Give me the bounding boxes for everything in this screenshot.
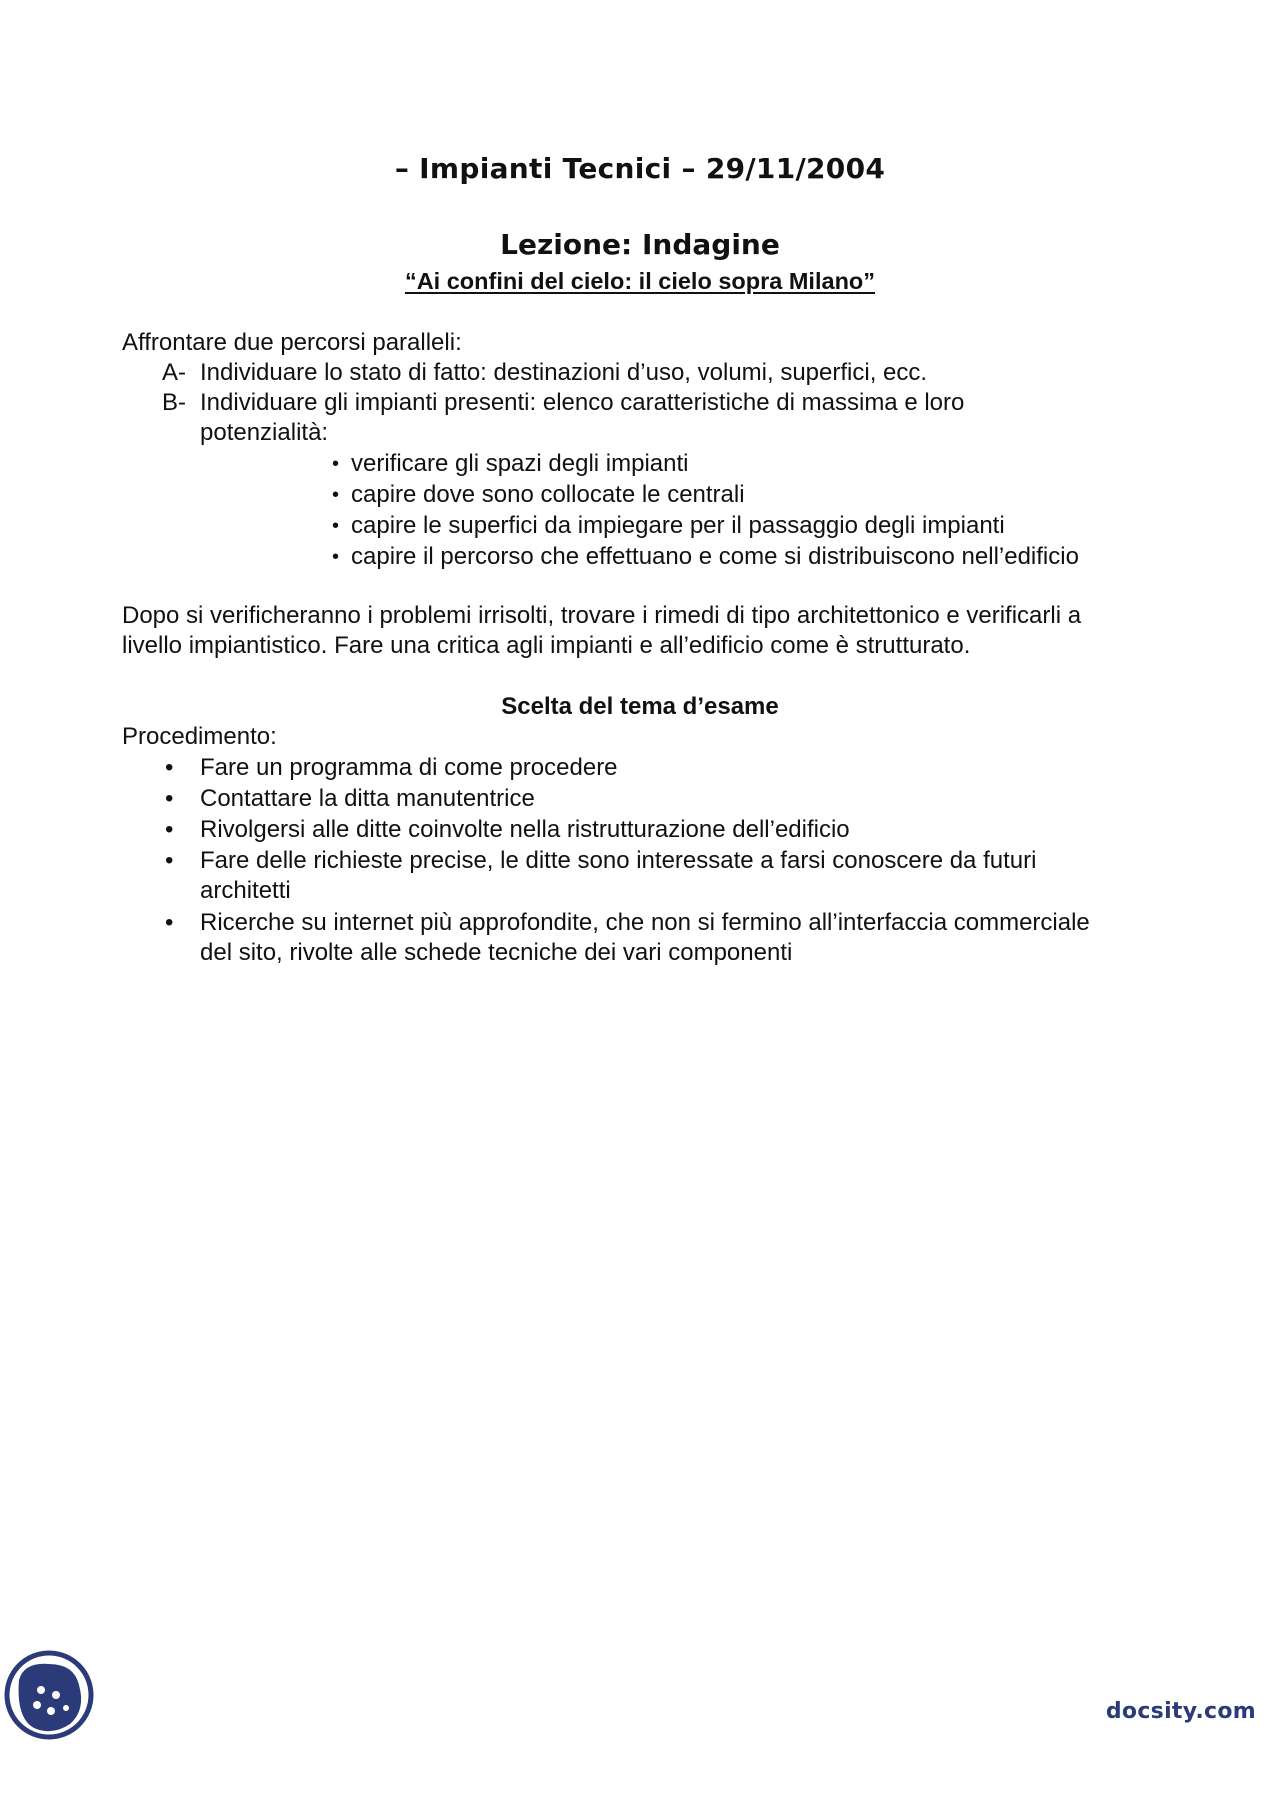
list-item-continuation: architetti bbox=[200, 877, 291, 904]
intro-item-b: Individuare gli impianti presenti: elenco caratteristiche di massima e loro bbox=[200, 389, 965, 416]
paragraph-line: livello impiantistico. Fare una critica agli impianti e all’edificio come è strutturato. bbox=[122, 632, 971, 659]
paragraph-line: Dopo si verificheranno i problemi irrisolti, trovare i rimedi di tipo architettonico e verificarli a bbox=[122, 602, 1082, 629]
sub-item: capire dove sono collocate le centrali bbox=[351, 481, 745, 508]
bullet-icon: • bbox=[332, 453, 340, 475]
section-heading: Scelta del tema d’esame bbox=[501, 693, 779, 720]
section-lead: Procedimento: bbox=[122, 723, 277, 750]
bullet-icon: • bbox=[332, 484, 340, 506]
intro-item-b-continuation: potenzialità: bbox=[200, 419, 329, 446]
list-item-continuation: del sito, rivolte alle schede tecniche dei vari componenti bbox=[200, 939, 793, 966]
intro-item-a: Individuare lo stato di fatto: destinazioni d’uso, volumi, superfici, ecc. bbox=[200, 359, 928, 386]
list-item: Ricerche su internet più approfondite, che non si fermino all’interfaccia commerciale bbox=[200, 909, 1090, 936]
bullet-icon: • bbox=[165, 909, 174, 936]
docsity-brand-link[interactable]: docsity.com bbox=[1105, 1699, 1256, 1724]
list-item: Contattare la ditta manutentrice bbox=[200, 785, 535, 812]
bullet-icon: • bbox=[165, 816, 174, 843]
bullet-icon: • bbox=[165, 847, 174, 874]
list-item: Fare un programma di come procedere bbox=[200, 754, 618, 781]
list-item: Rivolgersi alle ditte coinvolte nella ristrutturazione dell’edificio bbox=[200, 816, 850, 843]
lesson-subtitle: “Ai confini del cielo: il cielo sopra Milano” bbox=[404, 268, 876, 294]
bullet-icon: • bbox=[165, 785, 174, 812]
document-title: – Impianti Tecnici – 29/11/2004 bbox=[394, 152, 886, 185]
bullet-icon: • bbox=[165, 754, 174, 781]
bullet-icon: • bbox=[332, 515, 340, 537]
list-item: Fare delle richieste precise, le ditte sono interessate a farsi conoscere da futuri bbox=[200, 847, 1037, 874]
sub-item: verificare gli spazi degli impianti bbox=[351, 450, 689, 477]
bullet-icon: • bbox=[332, 546, 340, 568]
docsity-logo-icon[interactable] bbox=[4, 1650, 94, 1740]
sub-item: capire il percorso che effettuano e come si distribuiscono nell’edificio bbox=[351, 543, 1079, 570]
list-marker-a: A- bbox=[162, 359, 186, 386]
lesson-heading: Lezione: Indagine bbox=[500, 228, 780, 261]
intro-lead: Affrontare due percorsi paralleli: bbox=[122, 329, 462, 356]
list-marker-b: B- bbox=[162, 389, 186, 416]
sub-item: capire le superfici da impiegare per il passaggio degli impianti bbox=[351, 512, 1005, 539]
